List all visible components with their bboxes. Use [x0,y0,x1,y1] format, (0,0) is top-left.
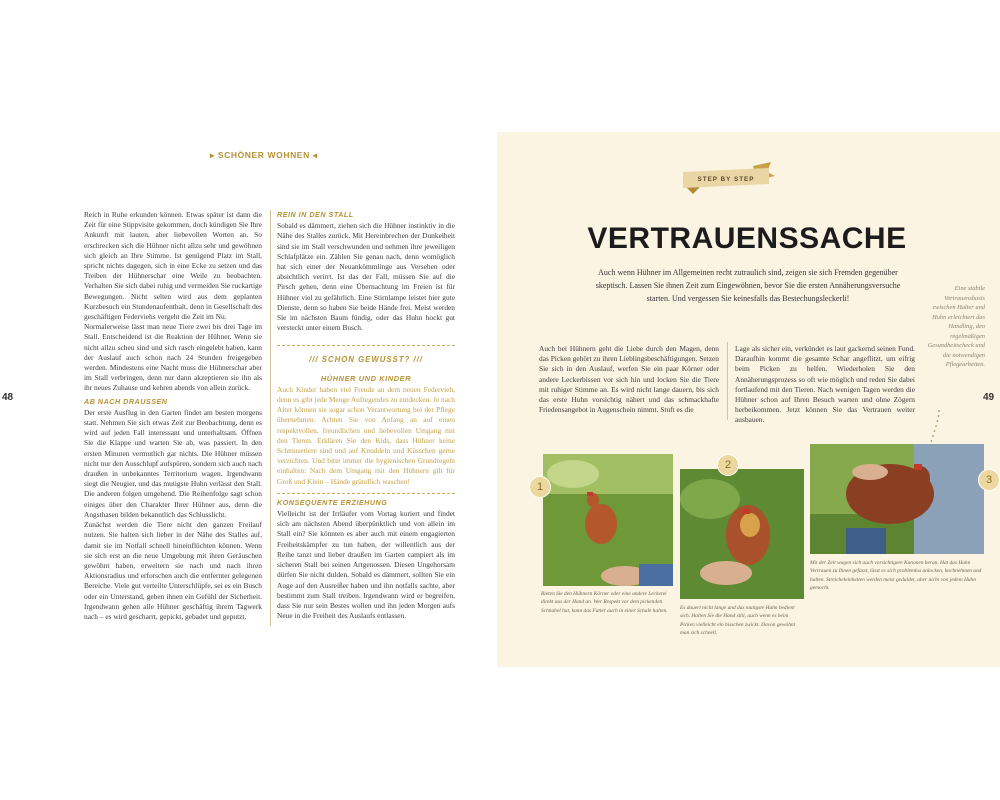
info-box-title: /// SCHON GEWUSST? /// [309,355,423,365]
paragraph: Sobald es dämmert, ziehen sich die Hühner instinktiv in die Nähe des Stalles zurück. Mit Hereinbrechen der Dunkelheit sind sie im Stall verschwunden und nehmen ihre jeweiligen Schlafplätze ein. Zählen Sie genau nach, denn womöglich hat sich einer der Neuankömmlinge aus Versehen oder absichtlich verirrt. Ist das der Fall, müssen Sie auf die Pirsch gehen, denn eine Übernachtung im Freien ist für Hühner viel zu gefährlich. Eine Stirnlampe leistet hier gute Dienste, denn so haben Sie beide Hände frei. Meist werden Sie im nächsten Baum fündig, oder das Huhn hockt gut versteckt unter einem Busch. [277,221,455,333]
photo-step-1 [543,454,673,586]
paragraph: Zunächst werden die Tiere nicht den ganzen Freilauf nutzen. Sie halten sich lieber in der Nähe des Stalles auf, damit sie im Notfall schnell hineinflüchten können. Wenn sie sich erst an die neue Umgebung mit ihren Geräuschen gewöhnt haben, erweitern sie nach und nach ihren Aktionsradius und erforschen auch die entfernter gelegenen Bereiche. Viele gut verteilte Unterschlüpfe, sei es ein Busch oder ein Unterstand, geben ihnen ein Gefühl der Sicherheit. Irgendwann gehen alle Hühner geschäftig ihrem Tagwerk nach – es wird gescharrt, gepickt, gebadet und geputzt. [84,520,262,621]
subheading-ab-nach-draussen: AB NACH DRAUSSEN [84,396,168,406]
section-label: ▸ SCHÖNER WOHNEN ◂ [210,150,318,160]
photo-step-2 [680,469,804,599]
info-box-bottom-rule [277,487,455,494]
info-box-subtitle: HÜHNER UND KINDER [320,373,412,383]
step-badge-2: 2 [717,454,739,476]
caption-step-1: Bieten Sie den Hühnern Körner oder eine andere Leckerei direkt aus der Hand an. Wer Respekt vor dem pickenden Schnabel hat, kann das Futter auch in einer Schale halten. [541,591,668,614]
left-column-2 [277,210,455,621]
info-box-text: Auch Kinder haben viel Freude an dem neuen Federvieh, denn es gibt jede Menge Aufregendes zu entdecken. Je nach Alter können sie sogar schon Verantwortung bei der Pflege übernehmen. Achten Sie von Anfang an auf einen respektvollen, freundlichen und liebevollen Umgang mit den Tieren. Erklären Sie den Kids, dass Hühner keine Schmusetiere sind und auf Knuddeln und Küsschen gerne verzichten. Und bitte immer die hygienischen Grundregeln einhalten: Nach dem Umgang mit den Hühnern gilt für Groß und Klein – Hände gründlich waschen! [277,384,455,486]
left-page [0,0,497,800]
paragraph: Reich in Ruhe erkunden können. Etwas später ist dann die Zeit für eine Stippvisite gekommen, doch kündigen Sie Ihre Ankunft mit lauten, aber liebevollen Worten an. So erschrecken sich die Hühner nicht allzu sehr und gewöhnen sich gleich an Ihre Stimme. Ist genügend Platz im Stall, spricht nichts dagegen, sich in eine Ecke zu setzen und das Treiben der Hühnerschar eine Weile zu beobachten. Verhalten Sie sich dabei ruhig und vermeiden Sie ruckartige Bewegungen. Nicht selten wird aus dem geplanten Kurzbesuch ein Stundenaufenthalt, denn in Gesellschaft des geschäftigen Federviehs vergeht die Zeit im Nu. [84,210,262,322]
paragraph: Normalerweise lässt man neue Tiere zwei bis drei Tage im Stall. Entscheidend ist die Reaktion der Hühner. Wenn sie nicht allzu scheu sind und sich rasch eingelebt haben, kann der Auslauf auch schon nach 24 Stunden freigegeben werden. Mindestens eine Nacht muss die Hühnerschar aber im Stall verbringen, denn nur dann akzeptieren sie ihn als ihr neues Zuhause und kehren abends von allein zurück. [84,322,262,393]
caption-step-3: Mit der Zeit wagen sich auch vorsichtigere Kanonen heran. Hat das Huhn Vertrauen zu Ihnen gefasst, lässt es sich problemlos anlocken, hochnehmen und halten. Streicheleinheiten werden meist geduldet, aber nicht von jedem Huhn gemocht. [810,560,982,592]
column-divider [727,342,728,420]
right-page-panel [497,132,1000,667]
column-divider [270,210,271,626]
caption-step-2: Es dauert nicht lange und das mutigste Huhn bedient sich. Halten Sie die Hand still, auch wenn es beim Picken vielleicht ein bisschen zwickt. Davon gewöhnt man sich schnell. [680,605,796,637]
page-title: VERTRAUENSSACHE [587,222,907,255]
paragraph: Der erste Ausflug in den Garten findet am besten morgens statt. Nehmen Sie sich etwas Zeit zur Beobachtung, denn es wird auf jeden Fall interessant und unterhaltsam. Öffnen Sie die Klappe und warten Sie ab, was passiert. In den ersten Minuten vermutlich gar nichts. Die Hühner müssen nicht nur den Ausschlupf aufspüren, sondern sich auch nach draußen in unbekanntes Territorium wagen. Irgendwann siegt die Neugier, und das mutigste Huhn verlässt den Stall. Die anderen folgen umgehend. Die Reihenfolge sagt schon einiges über den Charakter Ihrer Hühner aus, denn die Angsthasen bilden bekanntlich das Schlusslicht. [84,407,262,519]
subheading-konsequente-erziehung: KONSEQUENTE ERZIEHUNG [277,497,388,507]
page-number-left: 48 [2,392,14,403]
right-column-1: Auch bei Hühnern geht die Liebe durch den Magen, denn das Picken gehört zu ihren Lieblingsbeschäftigungen. Setzen Sie sich in den Auslauf, werfen Sie ein paar Körner oder andere Leckerbissen vor sich hin und locken Sie die Tiere mit ruhiger Stimme an. Es wird nicht lange dauern, bis sich das erste Huhn vorsichtig nähert und das schmackhafte Friedensangebot in Augenschein nimmt. Stuft es die [539,344,719,415]
page-number-right: 49 [983,392,995,403]
info-box-schon-gewusst [277,345,455,493]
intro-text: Auch wenn Hühner im Allgemeinen recht zutraulich sind, zeigen sie sich Fremden gegenüber skeptisch. Lassen Sie ihnen Zeit zum Eingewöhnen, bevor Sie die ersten Annäherungsversuche starten. Und vergessen Sie keinesfalls das Bestechungsleckerli! [595,268,901,303]
step-badge-1: 1 [529,476,551,498]
right-column-2: Lage als sicher ein, verkündet es laut gackernd seinen Fund. Daraufhin kommt die gesamte Schar angeflitzt, um eifrig beim Picken zu helfen. Wiederholen Sie den Annäherungsprozess so oft wie möglich und reden Sie dabei fortlaufend mit den Tieren. Nach wenigen Tagen werden die Hühner schon auf Ihren Besuch warten und ohne Zögern herbeikommen. Jetzt können Sie das Vertrauen weiter ausbauen. [735,344,915,425]
dotted-leader [930,409,942,443]
step-badge-3: 3 [978,469,1000,491]
paragraph: Vielleicht ist der Irrläufer vom Vortag kuriert und findet sich am nächsten Abend überpünktlich und von allein im Stall ein? Sie könnten es aber auch mit einem engagierten Freiheitskämpfer zu tun haben, der willentlich aus der Reihe tanzt und lieber draußen im Garten campiert als im sicheren Stall bei seinen Artgenossen. Diesen Ungehorsam dürfen Sie nicht dulden. Sobald es dämmert, sollten Sie ein Auge auf den Ausreißer haben und ihn notfalls sachte, aber bestimmt zum Stall treiben. Irgendwann wird er begreifen, dass Sie nur sein Bestes wollen und ihn jeden Morgen aufs Neue in die Freiheit des Auslaufs entlassen. [277,509,455,621]
left-column-1 [84,210,262,622]
sidenote: Eine stabile Vertrauensbasis zwischen Halter und Huhn erleichtert das Handling, den regelmäßigen Gesundheitscheck und die notwendigen Pflegearbeiten. [927,285,985,368]
photo-step-3 [810,444,984,554]
ribbon-label: STEP BY STEP [697,176,755,183]
subheading-rein-in-den-stall: REIN IN DEN STALL [277,210,354,219]
